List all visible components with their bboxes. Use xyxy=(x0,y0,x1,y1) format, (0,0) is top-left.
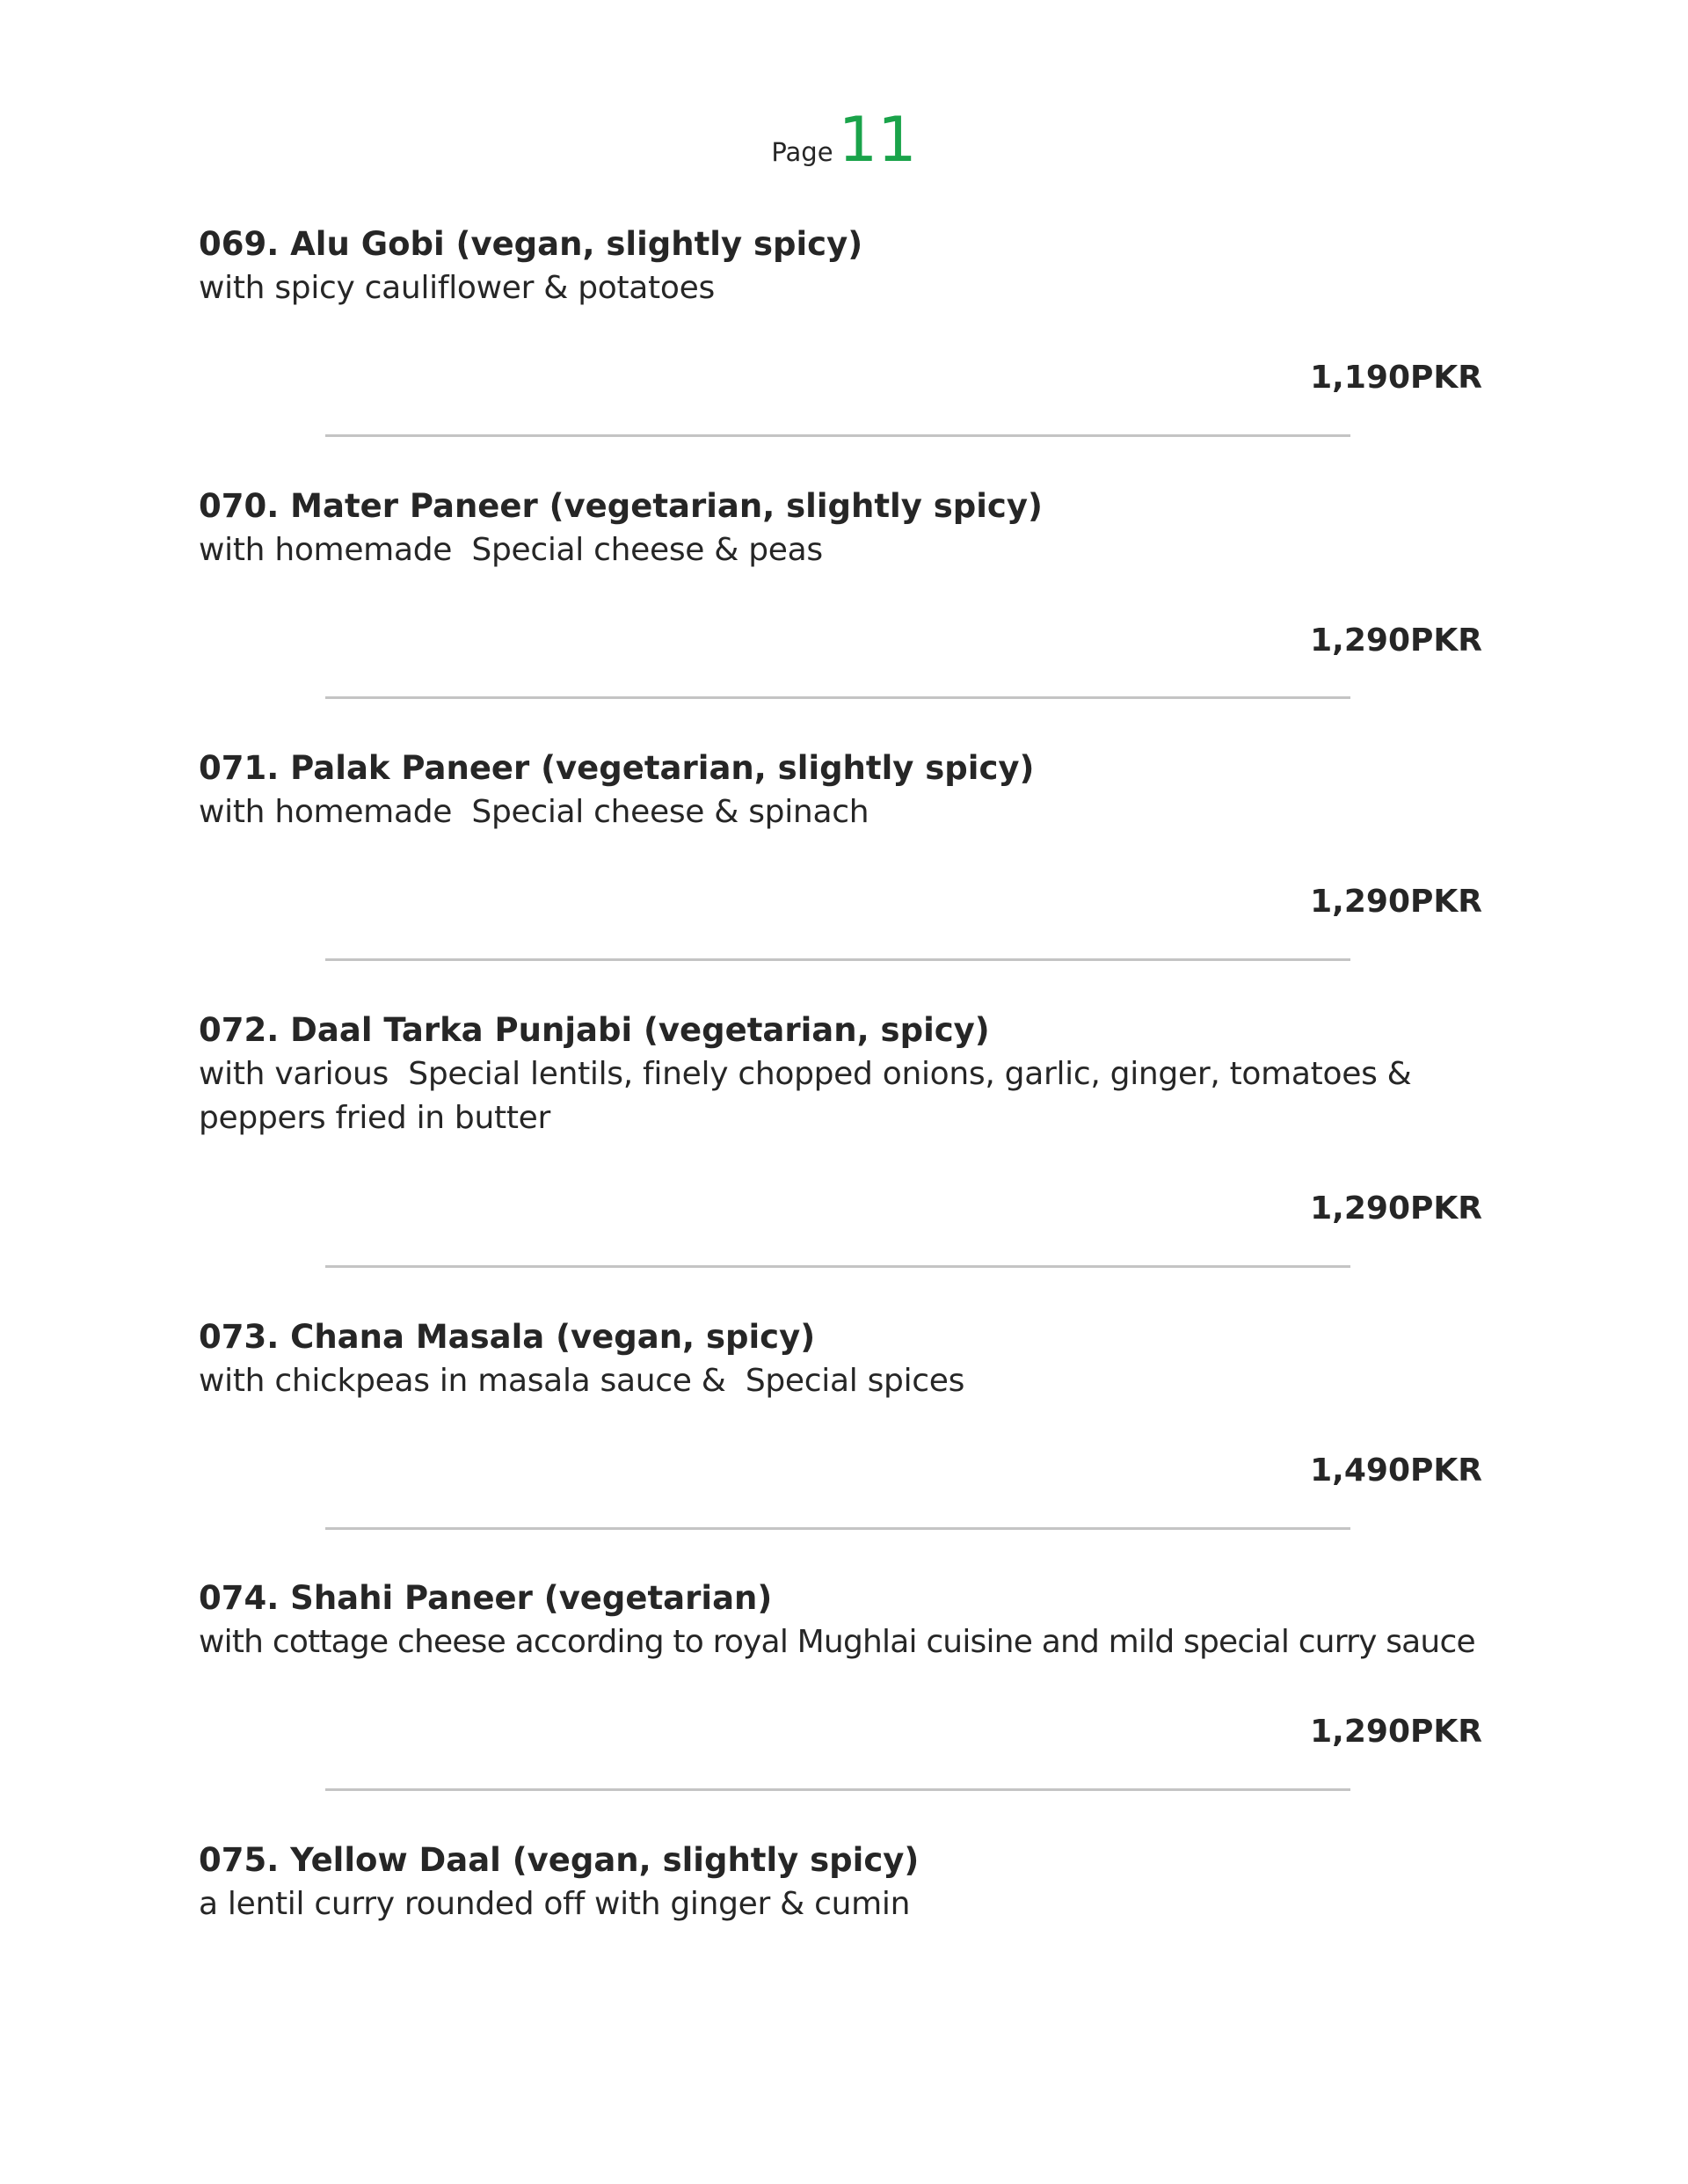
menu-item-description: a lentil curry rounded off with ginger & cumin xyxy=(199,1886,911,1922)
menu-item-price-row xyxy=(199,1710,1482,1754)
menu-item-description: with chickpeas in masala sauce & Special spices xyxy=(199,1363,965,1399)
menu-item xyxy=(199,1576,1482,1664)
menu-item-title: 072. Daal Tarka Punjabi (vegetarian, spicy) xyxy=(199,1011,990,1049)
menu-item-price-row xyxy=(199,880,1482,924)
menu-item-price-row xyxy=(199,356,1482,400)
menu-item-description: with spicy cauliflower & potatoes xyxy=(199,270,715,306)
menu-item xyxy=(199,1838,1482,1926)
menu-item xyxy=(199,1008,1482,1140)
divider xyxy=(325,958,1350,961)
menu-item-description: with homemade Special cheese & spinach xyxy=(199,794,869,830)
menu-item-description: with various Special lentils, finely chopped onions, garlic, ginger, tomatoes & peppers fried in butter xyxy=(199,1056,1422,1136)
menu-item-title: 074. Shahi Paneer (vegetarian) xyxy=(199,1579,773,1617)
menu-item-price: 1,290PKR xyxy=(1310,1190,1482,1227)
divider xyxy=(325,434,1350,437)
page-number: 11 xyxy=(838,104,917,176)
menu-item-price: 1,190PKR xyxy=(1310,360,1482,396)
menu-item-price: 1,490PKR xyxy=(1310,1452,1482,1489)
page-label: Page xyxy=(771,137,833,167)
menu-item xyxy=(199,1315,1482,1403)
menu-item-title: 070. Mater Paneer (vegetarian, slightly spicy) xyxy=(199,487,1043,525)
divider xyxy=(325,1265,1350,1268)
menu-item-price: 1,290PKR xyxy=(1310,622,1482,659)
menu-item xyxy=(199,746,1482,834)
menu-item-price-row xyxy=(199,1449,1482,1493)
divider xyxy=(325,1527,1350,1530)
menu-item-price-row xyxy=(199,619,1482,663)
menu-item-price-row xyxy=(199,1187,1482,1231)
menu-item-price: 1,290PKR xyxy=(1310,884,1482,920)
menu-item-description: with homemade Special cheese & peas xyxy=(199,532,823,568)
divider xyxy=(325,1788,1350,1791)
menu-item-title: 069. Alu Gobi (vegan, slightly spicy) xyxy=(199,225,863,263)
menu-item-title: 075. Yellow Daal (vegan, slightly spicy) xyxy=(199,1841,920,1879)
divider xyxy=(325,696,1350,699)
menu-item-price: 1,290PKR xyxy=(1310,1714,1482,1750)
menu-item xyxy=(199,222,1482,310)
menu-item-title: 071. Palak Paneer (vegetarian, slightly spicy) xyxy=(199,749,1035,787)
page-header xyxy=(0,104,1688,176)
menu-item xyxy=(199,484,1482,572)
menu-item-description: with cottage cheese according to royal Mughlai cuisine and mild special curry sauce xyxy=(199,1624,1475,1660)
menu-item-title: 073. Chana Masala (vegan, spicy) xyxy=(199,1318,816,1356)
